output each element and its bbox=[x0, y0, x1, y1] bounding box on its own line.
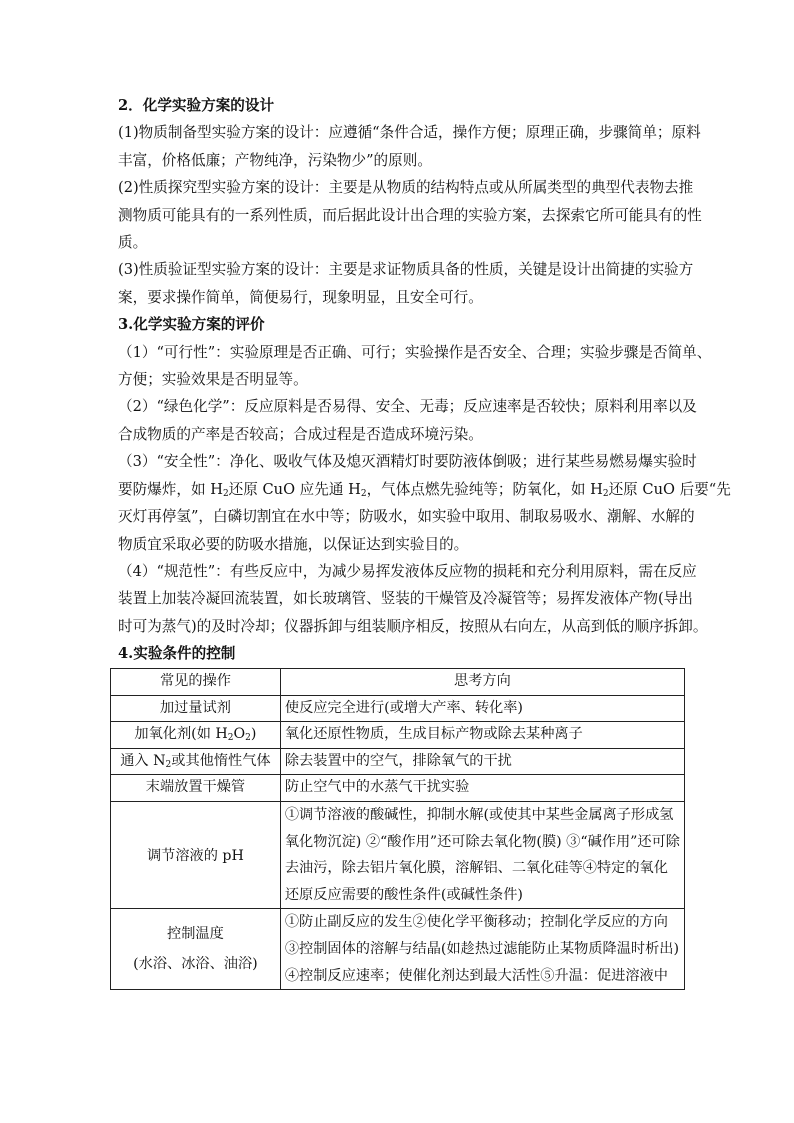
row4-operation: 末端放置干燥管 bbox=[111, 775, 281, 802]
s2-p3-line2: 案，要求操作简单，简便易行，现象明显，且安全可行。 bbox=[118, 288, 483, 306]
row6-operation: 控制温度 (水浴、冰浴、油浴) bbox=[111, 909, 281, 990]
row1-operation: 加过量试剂 bbox=[111, 695, 281, 722]
row2-operation: 加氧化剂(如 $H_2O_2$) bbox=[111, 722, 281, 749]
s3-p4-line1: （4）“规范性”：有些反应中，为减少易挥发液体反应物的损耗和充分利用原料，需在反应 bbox=[118, 562, 697, 580]
document-body bbox=[118, 92, 731, 668]
table-header-row bbox=[111, 669, 685, 696]
s3-p1-line1: （1）“可行性”：实验原理是否正确、可行；实验操作是否安全、合理；实验步骤是否简单、 bbox=[118, 343, 712, 361]
s3-p4-line3: 时可为蒸气)的及时冷却；仪器拆卸与组装顺序相反，按照从右向左，从高到低的顺序拆卸。 bbox=[118, 617, 708, 635]
s3-p2-line1: （2）“绿色化学”：反应原料是否易得、安全、无毒；反应速率是否较快；原料利用率以及 bbox=[118, 398, 697, 416]
s3-p3-line4: 物质宜采取必要的防吸水措施，以保证达到实验目的。 bbox=[118, 535, 469, 553]
row4-direction: 防止空气中的水蒸气干扰实验 bbox=[280, 775, 684, 802]
header-direction: 思考方向 bbox=[280, 669, 684, 696]
row6-direction: ①防止副反应的发生②使化学平衡移动；控制化学反应的方向 ③控制固体的溶解与结晶(如趁热过滤能防止某物质降温时析出) ④控制反应速率；使催化剂达到最大活性⑤升温：促进溶液中 bbox=[280, 909, 684, 990]
s3-p3-line1: （3）“安全性”：净化、吸收气体及熄灭酒精灯时要防液体倒吸；进行某些易燃易爆实验时 bbox=[118, 453, 697, 471]
row2-direction: 氧化还原性物质，生成目标产物或除去某种离子 bbox=[280, 722, 684, 749]
section-3-heading: 3.化学实验方案的评价 bbox=[118, 316, 265, 334]
table-row bbox=[111, 695, 685, 722]
s3-p1-line2: 方便；实验效果是否明显等。 bbox=[118, 371, 308, 389]
s2-p2-line2: 测物质可能具有的一系列性质，而后据此设计出合理的实验方案，去探索它所可能具有的性 bbox=[118, 206, 702, 224]
s2-p1-line1: (1)物质制备型实验方案的设计：应遵循“条件合适，操作方便；原理正确，步骤简单；原料 bbox=[118, 124, 701, 142]
section-2-heading: 2．化学实验方案的设计 bbox=[118, 97, 275, 114]
s2-p2-line3: 质。 bbox=[118, 234, 148, 252]
conditions-table bbox=[110, 668, 685, 990]
s3-p3-line2: 要防爆炸，如 $H_2$还原 CuO 应先通 $H_2$，气体点燃先验纯等；防氧化，如 $H_2$还原 CuO 后要“先 bbox=[118, 480, 731, 499]
section-4-heading: 4.实验条件的控制 bbox=[118, 645, 236, 663]
table-row bbox=[111, 909, 685, 990]
s3-p3-line3: 灭灯再停氢”，白磷切割宜在水中等；防吸水，如实验中取用、制取易吸水、潮解、水解的 bbox=[118, 508, 695, 526]
table-row bbox=[111, 722, 685, 749]
row1-direction: 使反应完全进行(或增大产率、转化率) bbox=[280, 695, 684, 722]
row5-direction: ①调节溶液的酸碱性，抑制水解(或使其中某些金属离子形成氢 氧化物沉淀) ②“酸作用”还可除去氧化物(膜) ③“碱作用”还可除 去油污，除去铝片氧化膜，溶解铝、二氧化硅等④特定的氧化 还原反应需要的酸性条件(或碱性条件) bbox=[280, 801, 684, 908]
s2-p3-line1: (3)性质验证型实验方案的设计：主要是求证物质具备的性质，关键是设计出简捷的实验方 bbox=[118, 261, 694, 279]
table-row bbox=[111, 775, 685, 802]
s3-p4-line2: 装置上加装冷凝回流装置，如长玻璃管、竖装的干燥管及冷凝管等；易挥发液体产物(导出 bbox=[118, 590, 693, 608]
row5-operation: 调节溶液的 pH bbox=[111, 801, 281, 908]
table-row bbox=[111, 801, 685, 908]
header-operation: 常见的操作 bbox=[111, 669, 281, 696]
row3-direction: 除去装置中的空气，排除氧气的干扰 bbox=[280, 748, 684, 775]
s3-p2-line2: 合成物质的产率是否较高；合成过程是否造成环境污染。 bbox=[118, 425, 483, 443]
s2-p2-line1: (2)性质探究型实验方案的设计：主要是从物质的结构特点或从所属类型的典型代表物去推 bbox=[118, 179, 694, 197]
table-row bbox=[111, 748, 685, 775]
row3-operation: 通入 $N_2$或其他惰性气体 bbox=[111, 748, 281, 775]
s2-p1-line2: 丰富，价格低廉；产物纯净，污染物少”的原则。 bbox=[118, 151, 432, 169]
